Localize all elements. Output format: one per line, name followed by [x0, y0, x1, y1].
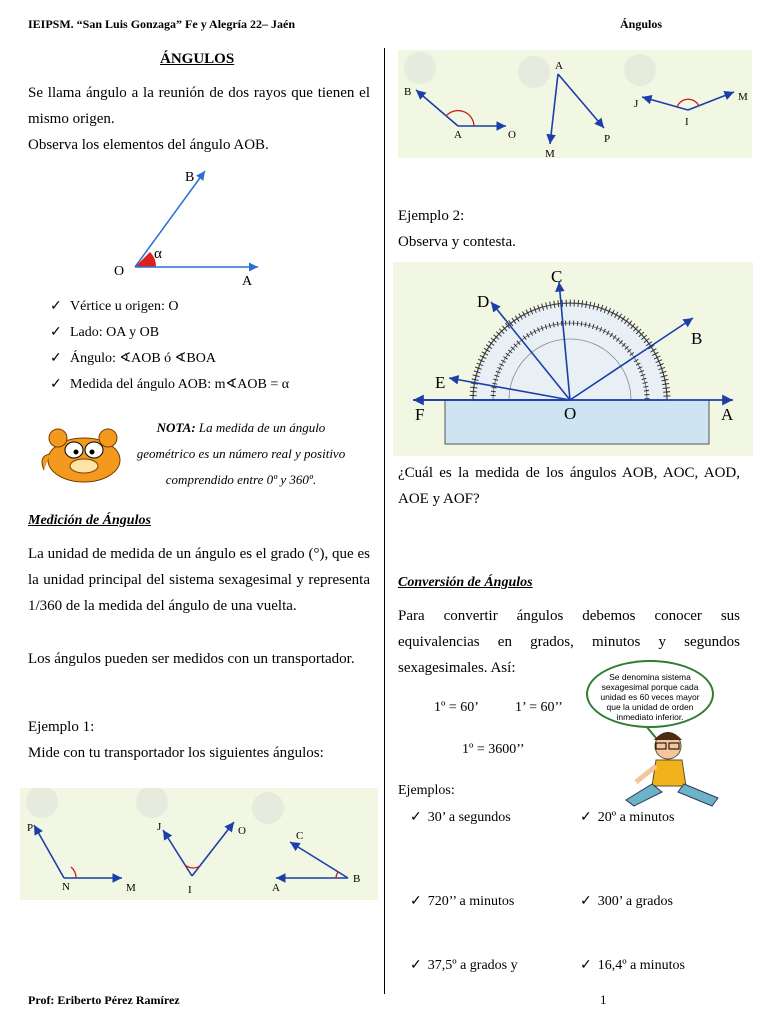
intro-paragraph: Se llama ángulo a la reunión de dos rayos que tienen el mismo origen. — [28, 85, 370, 127]
label-i-fig3: I — [685, 116, 689, 128]
example-item: ✓ 16,4º a minutos — [580, 958, 685, 973]
label-p: P — [27, 822, 34, 834]
label-c: C — [296, 830, 304, 842]
label-o-fig3: O — [508, 129, 516, 141]
alpha-sector — [135, 252, 156, 267]
label-o-fig2: O — [238, 825, 246, 837]
label-b: B — [185, 170, 195, 185]
cartoon-cat-image — [36, 420, 126, 486]
example-item: ✓ 30’ a segundos — [410, 810, 511, 825]
protractor-label-f: F — [415, 405, 425, 424]
protractor-paragraph: Los ángulos pueden ser medidos con un transportador. — [28, 651, 355, 667]
angles-exercise-figure-2 — [398, 50, 752, 158]
label-b-fig2: B — [353, 873, 361, 885]
conversion-text: Para convertir ángulos debemos conocer sus equivalencias en grados, minutos y segundos sexagesimales. Así: — [398, 608, 740, 676]
section-measurement: Medición de Ángulos — [28, 513, 151, 528]
page-title: ÁNGULOS — [160, 51, 235, 67]
element-measure: ✓ Medida del ángulo AOB: m∢AOB = α — [50, 377, 290, 392]
example-item: ✓ 37,5º a grados y — [410, 958, 518, 973]
label-a: A — [242, 274, 253, 289]
protractor-label-b: B — [691, 329, 703, 348]
equivalence-degree-minute: 1º = 60’ — [434, 700, 479, 715]
example-item: ✓ 720’’ a minutos — [410, 894, 515, 909]
example-item: ✓ 20º a minutos — [580, 810, 675, 825]
label-j: J — [157, 821, 162, 833]
label-b-fig3: B — [404, 86, 412, 98]
equivalence-minute-second: 1’ = 60’’ — [515, 700, 563, 715]
label-alpha: α — [154, 246, 162, 262]
footer-author: Prof: Eriberto Pérez Ramírez — [28, 993, 180, 1007]
column-divider — [384, 48, 385, 994]
label-m2-fig3: M — [738, 91, 748, 103]
speech-bubble: Se denomina sistema sexagesimal porque cada unidad es 60 veces mayor que la unidad de orden inmediato inferior. — [586, 660, 714, 728]
note-box — [126, 415, 356, 493]
example1-title: Ejemplo 1: — [28, 719, 95, 735]
label-m: M — [126, 882, 136, 894]
element-sides: ✓ Lado: OA y OB — [50, 325, 160, 340]
protractor-label-o: O — [564, 404, 577, 423]
label-i: I — [188, 884, 192, 896]
examples-title: Ejemplos: — [398, 783, 455, 798]
protractor-question: ¿Cuál es la medida de los ángulos AOB, AOC, AOD, AOE y AOF? — [398, 465, 740, 507]
label-j-fig3: J — [634, 98, 639, 110]
page-number: 1 — [600, 992, 607, 1007]
label-a2-fig3: A — [555, 60, 563, 72]
label-a-fig2: A — [272, 882, 280, 894]
measurement-paragraph: La unidad de medida de un ángulo es el grado (°), que es la unidad principal del sistema sexagesimal y representa 1/360 de la medida del ángulo de una vuelta. — [28, 546, 370, 614]
example1-text: Mide con tu transportador los siguientes ángulos: — [28, 745, 324, 761]
angles-exercise-figure-1 — [20, 788, 378, 900]
example-item: ✓ 300’ a grados — [580, 894, 673, 909]
protractor-label-a: A — [721, 405, 734, 424]
label-m-fig3: M — [545, 148, 555, 158]
element-vertex: ✓ Vértice u origen: O — [50, 299, 179, 314]
header-school: IEIPSM. “San Luis Gonzaga” Fe y Alegría 22– Jaén — [28, 17, 296, 31]
note-label: NOTA: — [156, 420, 196, 435]
cartoon-boy-image — [606, 726, 740, 810]
angle-aob-figure — [108, 160, 273, 290]
element-angle: ✓ Ángulo: ∢AOB ó ∢BOA — [50, 351, 216, 366]
label-o: O — [114, 264, 125, 279]
protractor-label-e: E — [435, 373, 446, 392]
example2-title: Ejemplo 2: — [398, 208, 465, 224]
equivalence-degree-second: 1º = 3600’’ — [462, 742, 525, 757]
label-p-fig3: P — [604, 133, 611, 145]
protractor-figure — [393, 262, 753, 456]
label-n: N — [62, 881, 70, 893]
intro-observe: Observa los elementos del ángulo AOB. — [28, 137, 269, 153]
protractor-label-c: C — [551, 267, 563, 286]
ray-ob — [135, 171, 205, 267]
header-topic: Ángulos — [620, 17, 663, 31]
example2-text: Observa y contesta. — [398, 234, 516, 250]
protractor-label-d: D — [477, 292, 490, 311]
label-a-fig3: A — [454, 129, 462, 141]
section-conversion: Conversión de Ángulos — [398, 575, 533, 590]
note-text: La medida de un ángulo geométrico es un número real y positivo comprendido entre 0º y 360º. — [136, 420, 346, 487]
